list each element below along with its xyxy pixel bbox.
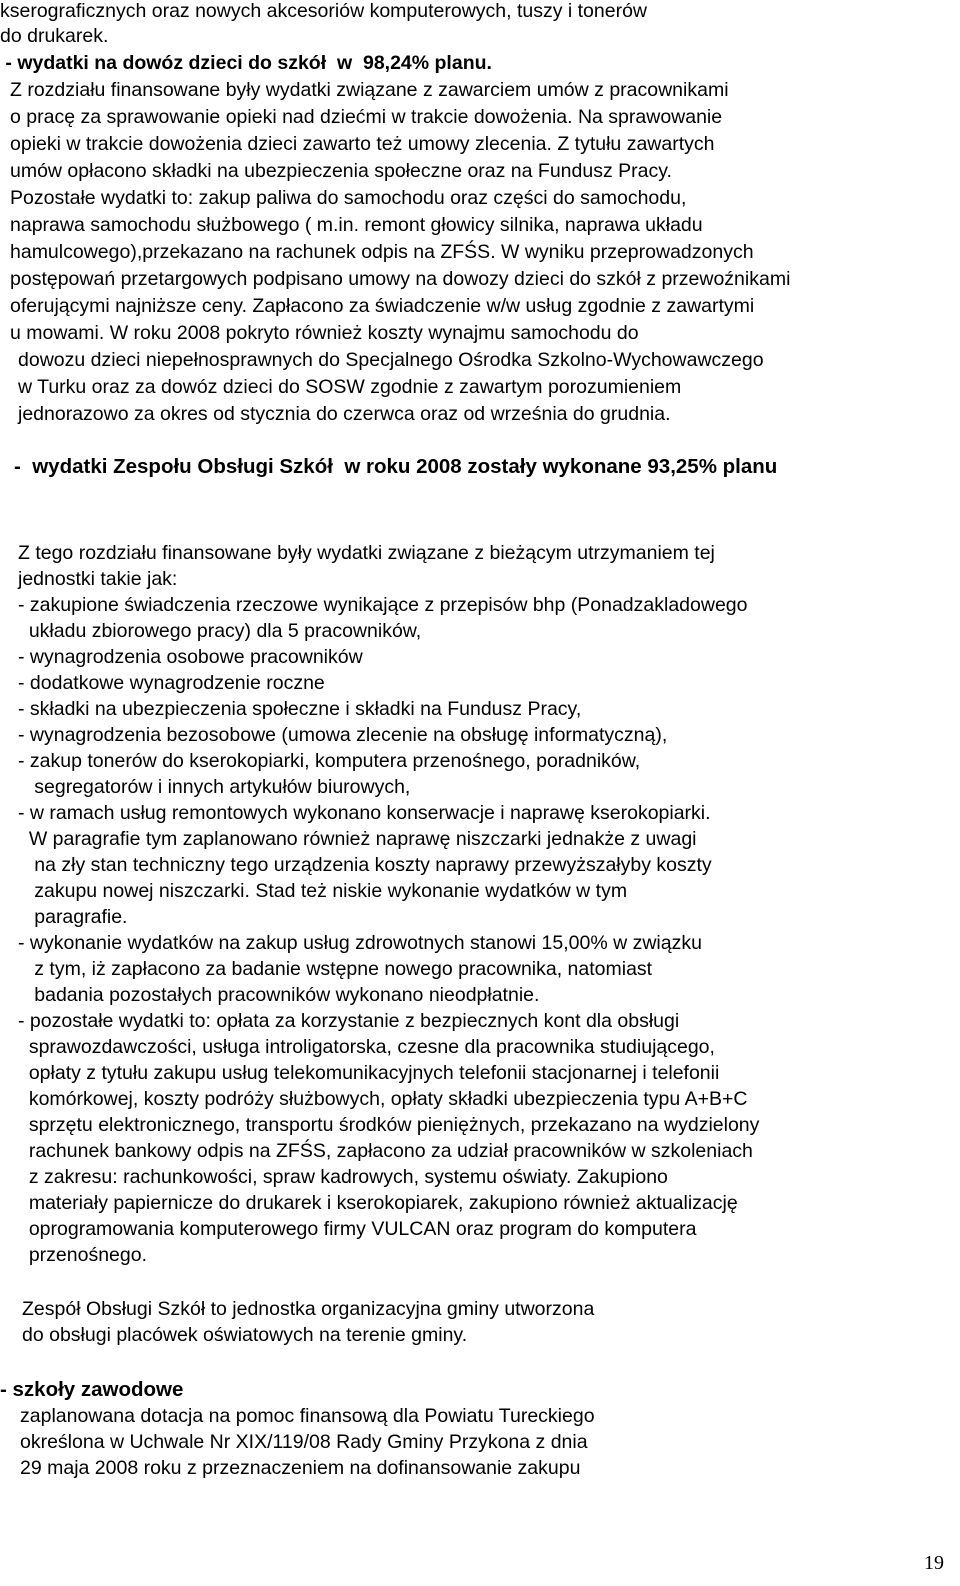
text-line: jednorazowo za okres od stycznia do czerwca oraz od września do grudnia.	[18, 403, 671, 425]
list-item-cont: materiały papiernicze do drukarek i kserokopiarek, zakupiono również aktualizację	[18, 1192, 738, 1214]
text-line: do obsługi placówek oświatowych na terenie gminy.	[22, 1324, 468, 1346]
text-line: Pozostałe wydatki to: zakup paliwa do samochodu oraz części do samochodu,	[10, 187, 687, 209]
text-line: 29 maja 2008 roku z przeznaczeniem na dofinansowanie zakupu	[20, 1457, 581, 1479]
text-line: u mowami. W roku 2008 pokryto również koszty wynajmu samochodu do	[10, 322, 639, 344]
list-item-cont: zakupu nowej niszczarki. Stad też niskie wykonanie wydatków w tym	[18, 880, 628, 902]
list-item: - zakupione świadczenia rzeczowe wynikające z przepisów bhp (Ponadzakladowego	[18, 594, 748, 616]
text-line: do drukarek.	[0, 25, 109, 47]
list-item: - wynagrodzenia bezosobowe (umowa zlecenie na obsługę informatyczną),	[18, 724, 668, 746]
text-line: jednostki takie jak:	[18, 568, 178, 590]
text-line: postępowań przetargowych podpisano umowy na dowozy dzieci do szkół z przewoźnikami	[10, 268, 791, 290]
list-item: - dodatkowe wynagrodzenie roczne	[18, 672, 325, 694]
text-line: naprawa samochodu służbowego ( m.in. remont głowicy silnika, naprawa układu	[10, 214, 703, 236]
text-line: umów opłacono składki na ubezpieczenia społeczne oraz na Fundusz Pracy.	[10, 160, 672, 182]
list-item-cont: na zły stan techniczny tego urządzenia koszty naprawy przewyższałyby koszty	[18, 854, 712, 876]
list-item-cont: sprawozdawczości, usługa introligatorska, czesne dla pracownika studiującego,	[18, 1036, 715, 1058]
text-line: Z tego rozdziału finansowane były wydatki związane z bieżącym utrzymaniem tej	[18, 542, 715, 564]
heading-zespol-obslugi-szkol: - wydatki Zespołu Obsługi Szkół w roku 2008 zostały wykonane 93,25% planu	[14, 455, 778, 478]
list-item-cont: z zakresu: rachunkowości, spraw kadrowych, systemu oświaty. Zakupiono	[18, 1166, 668, 1188]
list-item-cont: opłaty z tytułu zakupu usług telekomunikacyjnych telefonii stacjonarnej i telefonii	[18, 1062, 720, 1084]
list-item: - wynagrodzenia osobowe pracowników	[18, 646, 363, 668]
list-item-cont: oprogramowania komputerowego firmy VULCAN oraz program do komputera	[18, 1218, 697, 1240]
text-line: dowozu dzieci niepełnosprawnych do Specjalnego Ośrodka Szkolno-Wychowawczego	[18, 349, 764, 371]
list-item-cont: sprzętu elektronicznego, transportu środków pieniężnych, przekazano na wydzielony	[18, 1114, 760, 1136]
text-line: oferującymi najniższe ceny. Zapłacono za świadczenie w/w usług zgodnie z zawartymi	[10, 295, 755, 317]
text-line: hamulcowego),przekazano na rachunek odpis na ZFŚS. W wyniku przeprowadzonych	[10, 241, 754, 263]
list-item: - wykonanie wydatków na zakup usług zdrowotnych stanowi 15,00% w związku	[18, 932, 702, 954]
list-item-cont: układu zbiorowego pracy) dla 5 pracowników,	[18, 620, 422, 642]
text-line: zaplanowana dotacja na pomoc finansową dla Powiatu Tureckiego	[20, 1405, 595, 1427]
list-item-cont: przenośnego.	[18, 1244, 148, 1266]
list-item-cont: komórkowej, koszty podróży służbowych, opłaty składki ubezpieczenia typu A+B+C	[18, 1088, 748, 1110]
list-item-cont: paragrafie.	[18, 906, 128, 928]
page-number: 19	[924, 1552, 944, 1574]
text-line: kserograficznych oraz nowych akcesoriów komputerowych, tuszy i tonerów	[0, 0, 648, 22]
text-line: w Turku oraz za dowóz dzieci do SOSW zgodnie z zawartym porozumieniem	[18, 376, 682, 398]
text-line: opieki w trakcie dowożenia dzieci zawarto też umowy zlecenia. Z tytułu zawartych	[10, 133, 715, 155]
text-line: Zespół Obsługi Szkół to jednostka organizacyjna gminy utworzona	[22, 1298, 595, 1320]
text-line: o pracę za sprawowanie opieki nad dziećmi w trakcie dowożenia. Na sprawowanie	[10, 106, 723, 128]
list-item: - pozostałe wydatki to: opłata za korzystanie z bezpiecznych kont dla obsługi	[18, 1010, 680, 1032]
list-item-cont: W paragrafie tym zaplanowano również naprawę niszczarki jednakże z uwagi	[18, 828, 697, 850]
text-line: określona w Uchwale Nr XIX/119/08 Rady Gminy Przykona z dnia	[20, 1431, 588, 1453]
heading-szkoly-zawodowe: - szkoły zawodowe	[0, 1378, 184, 1401]
list-item: - w ramach usług remontowych wykonano konserwacje i naprawę kserokopiarki.	[18, 802, 711, 824]
list-item-cont: segregatorów i innych artykułów biurowych,	[18, 776, 411, 798]
text-line: Z rozdziału finansowane były wydatki związane z zawarciem umów z pracownikami	[10, 79, 729, 101]
list-item-cont: badania pozostałych pracowników wykonano nieodpłatnie.	[18, 984, 540, 1006]
list-item: - zakup tonerów do kserokopiarki, komputera przenośnego, poradników,	[18, 750, 641, 772]
list-item-cont: z tym, iż zapłacono za badanie wstępne nowego pracownika, natomiast	[18, 958, 653, 980]
list-item-cont: rachunek bankowy odpis na ZFŚS, zapłacono za udział pracowników w szkoleniach	[18, 1140, 753, 1162]
subheading-dowoz: - wydatki na dowóz dzieci do szkół w 98,24% planu.	[0, 52, 492, 74]
list-item: - składki na ubezpieczenia społeczne i składki na Fundusz Pracy,	[18, 698, 582, 720]
